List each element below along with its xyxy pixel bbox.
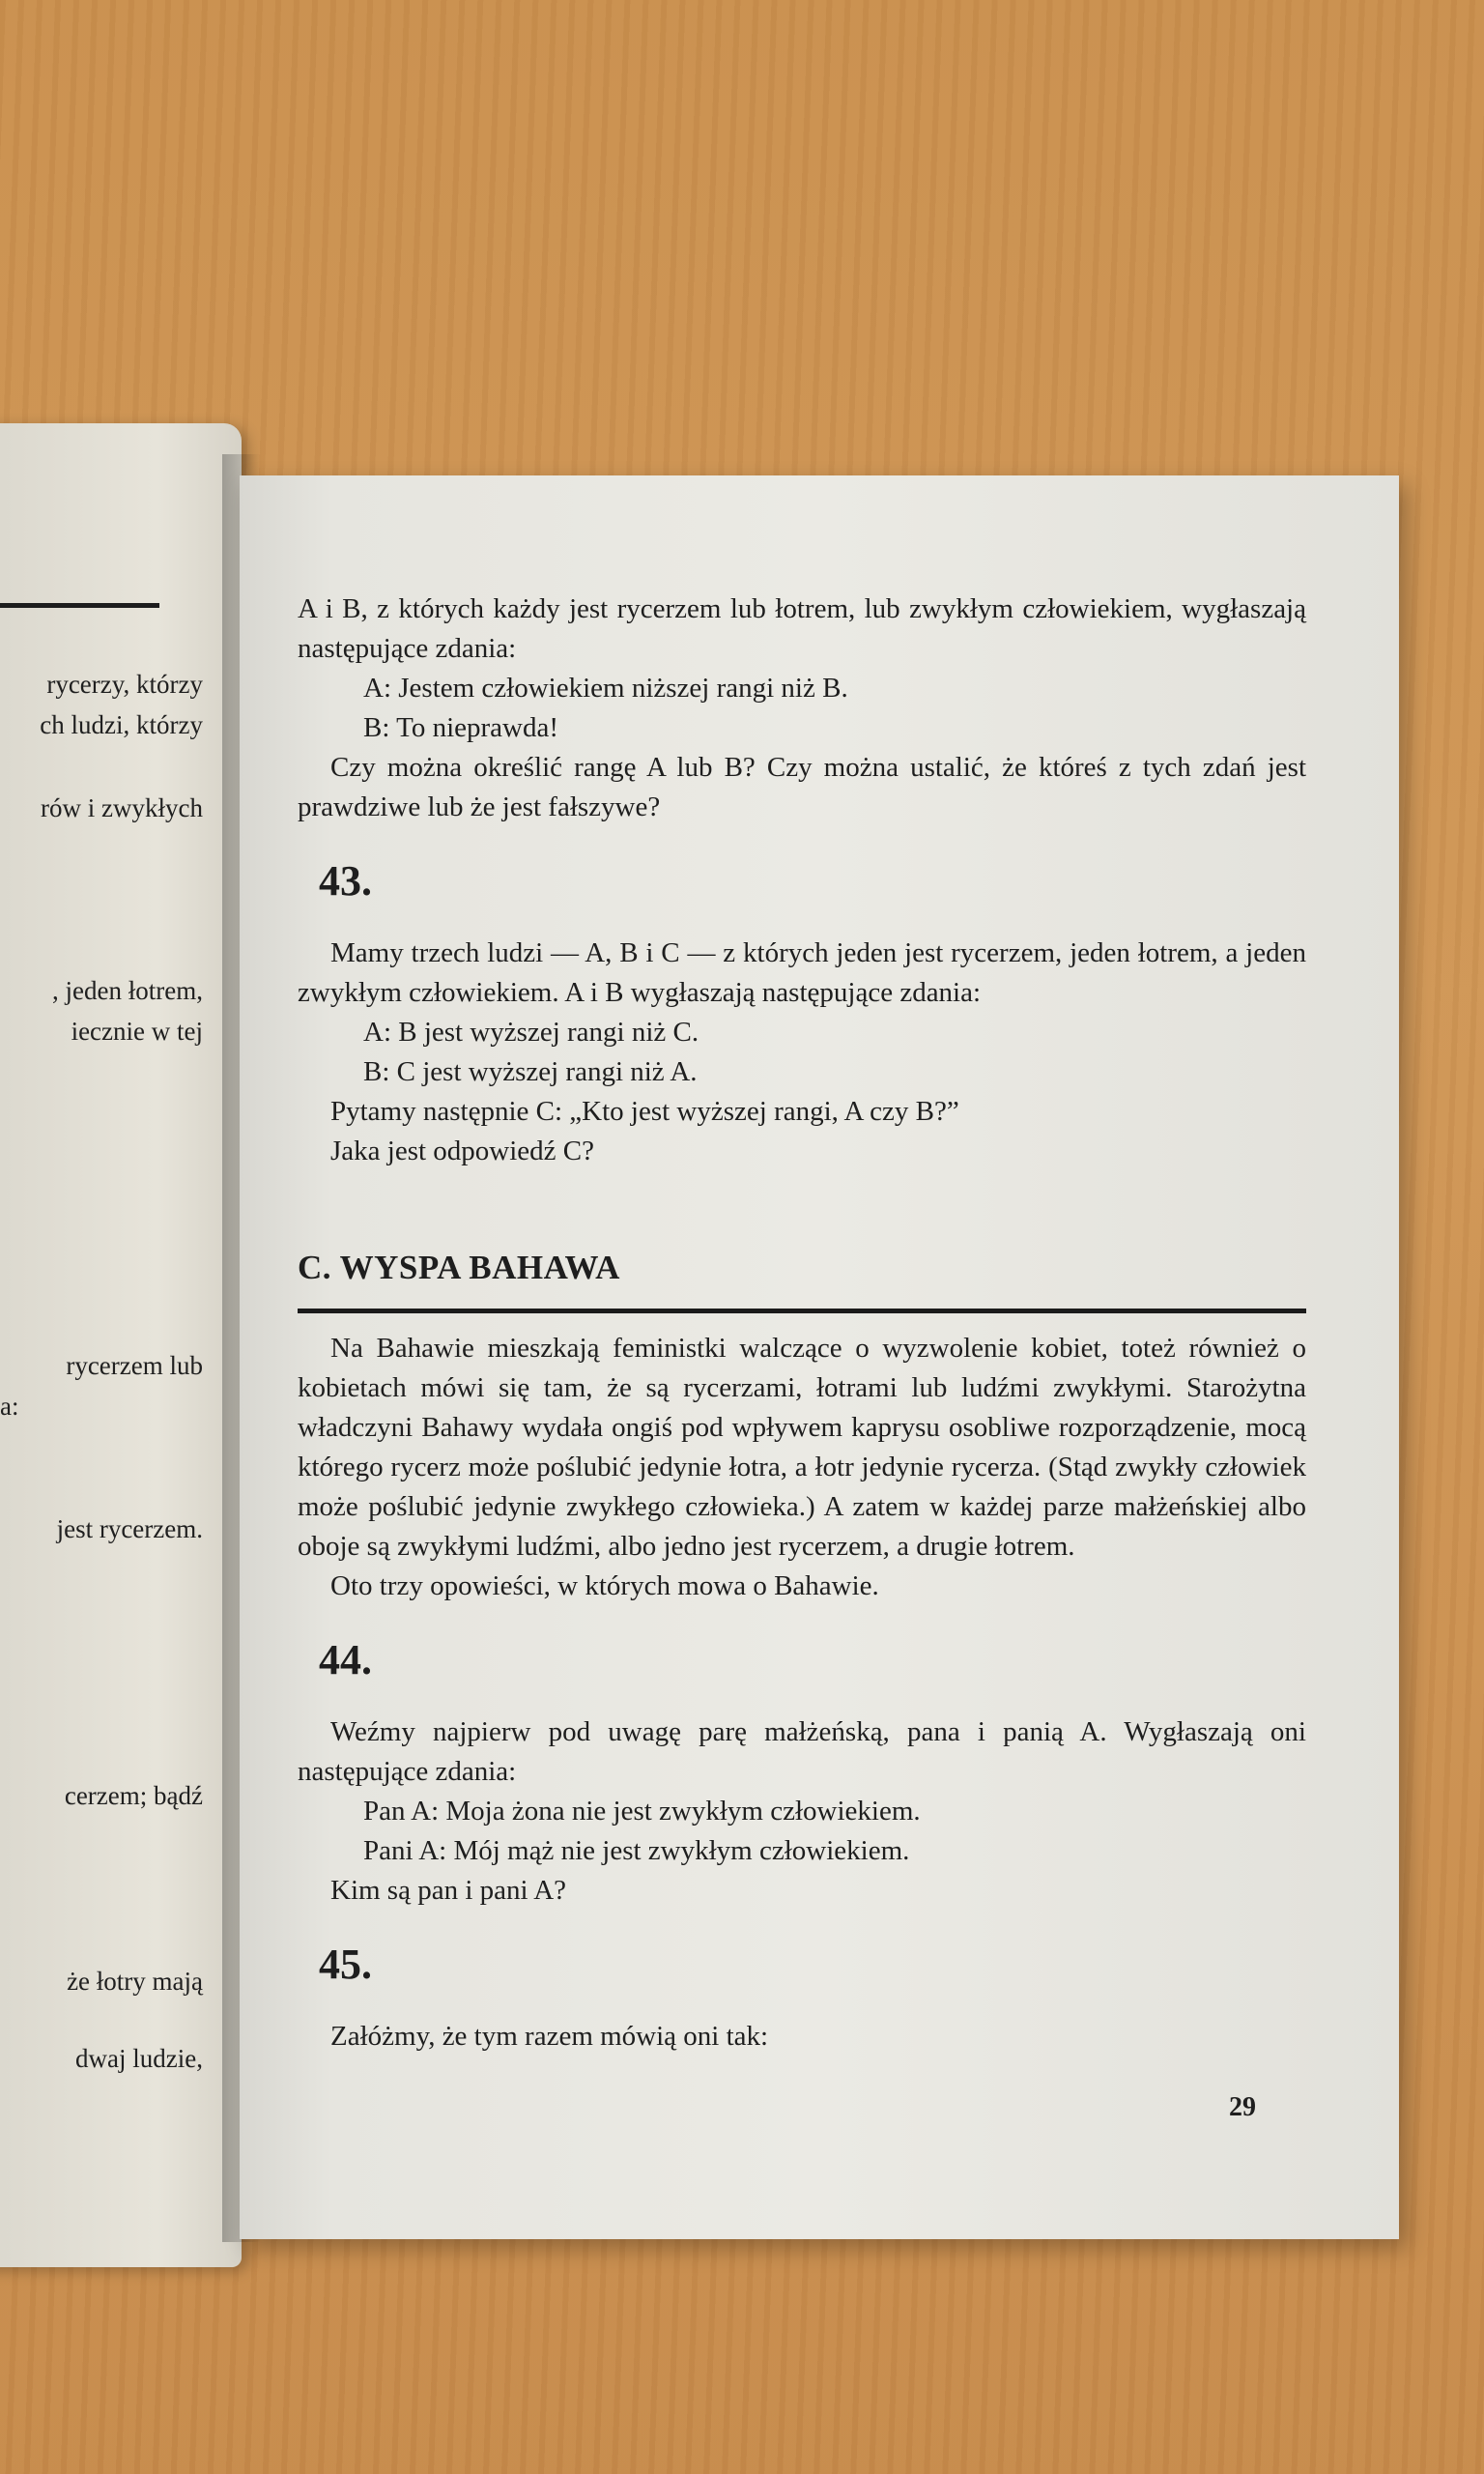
right-book-page — [240, 475, 1399, 2239]
left-text-fragment: dwaj ludzie, — [75, 2044, 203, 2073]
problem-question: Kim są pan i pani A? — [330, 1875, 567, 1906]
problem-question: Pytamy następnie C: „Kto jest wyższej rangi, A czy B?” — [330, 1096, 959, 1127]
speech-line: Pani A: Mój mąż nie jest zwykłym człowiekiem. — [363, 1835, 910, 1866]
speech-line: Pan A: Moja żona nie jest zwykłym człowiekiem. — [363, 1796, 921, 1827]
problem-number: 45. — [319, 1941, 372, 1988]
left-text-fragment: rycerzem lub — [66, 1351, 203, 1380]
problem-question: Jaka jest odpowiedź C? — [330, 1136, 595, 1166]
page-number: 29 — [1229, 2092, 1256, 2122]
problem-paragraph: Mamy trzech ludzi — A, B i C — z których jeden jest rycerzem, jeden łotrem, a jeden zwykłym człowiekiem. A i B wygłaszają następujące zdania: — [298, 937, 1306, 1008]
speech-line: B: C jest wyższej rangi niż A. — [363, 1056, 698, 1087]
page-content — [298, 590, 1306, 2057]
speech-line: A: B jest wyższej rangi niż C. — [363, 1017, 699, 1048]
intro-paragraph: A i B, z których każdy jest rycerzem lub łotrem, lub zwykłym człowiekiem, wygłaszają następujące zdania: — [298, 593, 1306, 664]
left-text-fragment: że łotry mają — [67, 1967, 203, 1996]
left-text-fragment: rycerzy, którzy — [46, 670, 203, 699]
problem-paragraph: Załóżmy, że tym razem mówią oni tak: — [330, 2021, 769, 2052]
left-text-fragment: , jeden łotrem, — [52, 976, 203, 1005]
problem-number: 44. — [319, 1636, 372, 1683]
speech-line: A: Jestem człowiekiem niższej rangi niż B. — [363, 673, 848, 704]
section-title: C. WYSPA BAHAWA — [298, 1249, 620, 1286]
section-paragraph: Na Bahawie mieszkają feministki walczące o wyzwolenie kobiet, toteż również o kobietach mówi się tam, że są rycerzami, łotrami lub ludźmi zwykłymi. Starożytna władczyni Bahawy wydała ongiś pod wpływem kaprysu osobliwe rozporządzenie, mocą którego rycerz może poślubić jedynie łotra, a łotr jedynie rycerza. (Stąd zwykły człowiek może poślubić jedynie zwykłego człowieka.) A zatem w każdej parze małżeńskiej albo oboje są zwykłymi ludźmi, albo jedno jest rycerzem, a drugie łotrem. — [298, 1333, 1306, 1562]
left-text-fragment: ch ludzi, którzy — [40, 710, 203, 739]
speech-line: B: To nieprawda! — [363, 712, 558, 743]
left-book-page — [0, 423, 242, 2267]
problem-paragraph: Weźmy najpierw pod uwagę parę małżeńską, pana i panią A. Wygłaszają oni następujące zdania: — [298, 1716, 1306, 1787]
left-text-fragment: a: — [0, 1392, 19, 1421]
left-text-fragment: rów i zwykłych — [41, 793, 203, 822]
intro-question: Czy można określić rangę A lub B? Czy można ustalić, że któreś z tych zdań jest prawdziwe lub że jest fałszywe? — [298, 752, 1306, 822]
left-section-rule — [0, 603, 159, 608]
problem-number: 43. — [319, 857, 372, 905]
left-text-fragment: cerzem; bądź — [64, 1781, 203, 1810]
section-closing: Oto trzy opowieści, w których mowa o Bahawie. — [330, 1570, 879, 1601]
section-rule — [298, 1309, 1306, 1313]
left-text-fragment: iecznie w tej — [71, 1017, 203, 1046]
left-text-fragment: jest rycerzem. — [56, 1514, 203, 1543]
